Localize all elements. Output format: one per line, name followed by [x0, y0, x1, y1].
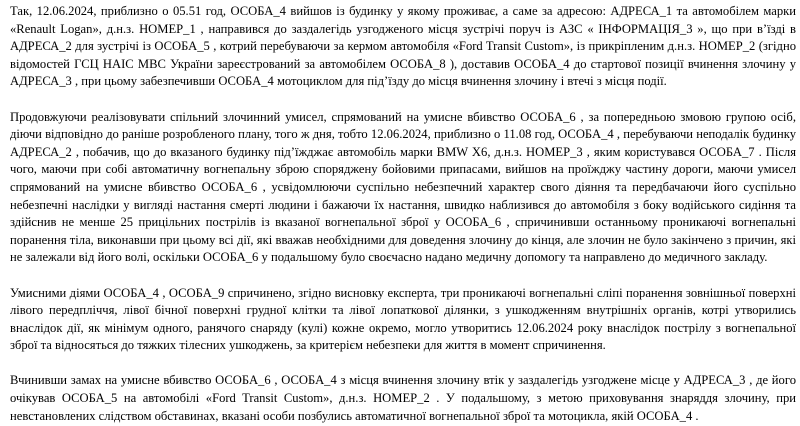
paragraph-spacer — [10, 355, 796, 373]
paragraph-meeting: Так, 12.06.2024, приблизно о 05.51 год, ОСОБА_4 вийшов із будинку у якому проживає, а саме за адресою: АДРЕСА_1 та автомобілем марки «Renault Logan», д.н.з. НОМЕР_1 , направився до заздалегідь узгодженого місця зустрічі поруч із АЗС « ІНФОРМАЦІЯ_3 », що при в’їзді в АДРЕСА_2 для зустрічі із ОСОБА_5 , котрий перебуваючи за кермом автомобіля «Ford Transit Custom», із прикріпленим д.н.з. НОМЕР_2 (згідно відомостей ГСЦ НАІС МВС України зареєстрований за автомобілем ОСОБА_8 ), доставив ОСОБА_4 до стартової позиції вчинення злочину у АДРЕСА_3 , при цьому забезпечивши ОСОБА_4 мотоциклом для під’їзду до місця вчинення злочину і втечі з місця події. — [10, 4, 796, 89]
paragraph-escape: Вчинивши замах на умисне вбивство ОСОБА_6 , ОСОБА_4 з місця вчинення злочину втік у заздалегідь узгоджене місце у АДРЕСА_3 , де його очікував ОСОБА_5 на автомобілі «Ford Transit Custom», д.н.з. НОМЕР_2 . У подальшому, з метою приховування знаряддя злочину, при невстановлених слідством обставинах, вказані особи позбулись автоматичної вогнепальної зброї та мотоцикла, якій ОСОБА_4 . — [10, 373, 796, 423]
paragraph-spacer — [10, 267, 796, 285]
paragraph-spacer — [10, 91, 796, 109]
paragraph-attack: Продовжуючи реалізовувати спільний злочинний умисел, спрямований на умисне вбивство ОСОБА_6 , за попередньою змовою групою осіб, діючи відповідно до раніше розробленого плану, того ж дня, тобто 12.06.2024, приблизно о 11.08 год, ОСОБА_4 , перебуваючи неподалік будинку АДРЕСА_2 , побачив, що до вказаного будинку під’їжджає автомобіль марки BMW X6, д.н.з. НОМЕР_3 , яким користувався ОСОБА_7 . Після чого, маючи при собі автоматичну вогнепальну зброю споряджену бойовими припасами, вийшов на проїжджу частину дороги, маючи умисел спрямований на умисне вбивство ОСОБА_6 , усвідомлюючи суспільно небезпечний характер свого діяння та передбачаючи його суспільно небезпечні наслідки у вигляді настання смерті людини і бажаючи їх настання, швидко наблизився до автомобіля з боку водійського сидіння та здійснив не менше 25 прицільних пострілів із вказаної вогнепальної зброї у ОСОБА_6 , спричинивши останньому проникаючі вогнепальні поранення тіла, виконавши при цьому всі дії, які вважав необхідними для доведення злочину до кінця, але злочин не було закінчено з причин, які не залежали від його волі, оскільки ОСОБА_6 у подальшому було своєчасно надано медичну допомогу та направлено до медичного закладу. — [10, 109, 796, 265]
document-body — [10, 3, 796, 425]
paragraph-injuries: Умисними діями ОСОБА_4 , ОСОБА_9 спричинено, згідно висновку експерта, три проникаючі вогнепальні сліпі поранення зовнішньої поверхні лівого передпліччя, лівої бічної поверхні грудної клітки та лівої лопаткової ділянки, з ушкодженням внутрішніх органів, котрі утворились внаслідок дії, як мінімум одного, ранячого снаряду (кулі) кожне окремо, могло утворитись 12.06.2024 року внаслідок пострілу з вогнепальної зброї та відносяться до тяжких тілесних ушкоджень, за критерієм небезпеки для життя в момент спричинення. — [10, 285, 796, 353]
